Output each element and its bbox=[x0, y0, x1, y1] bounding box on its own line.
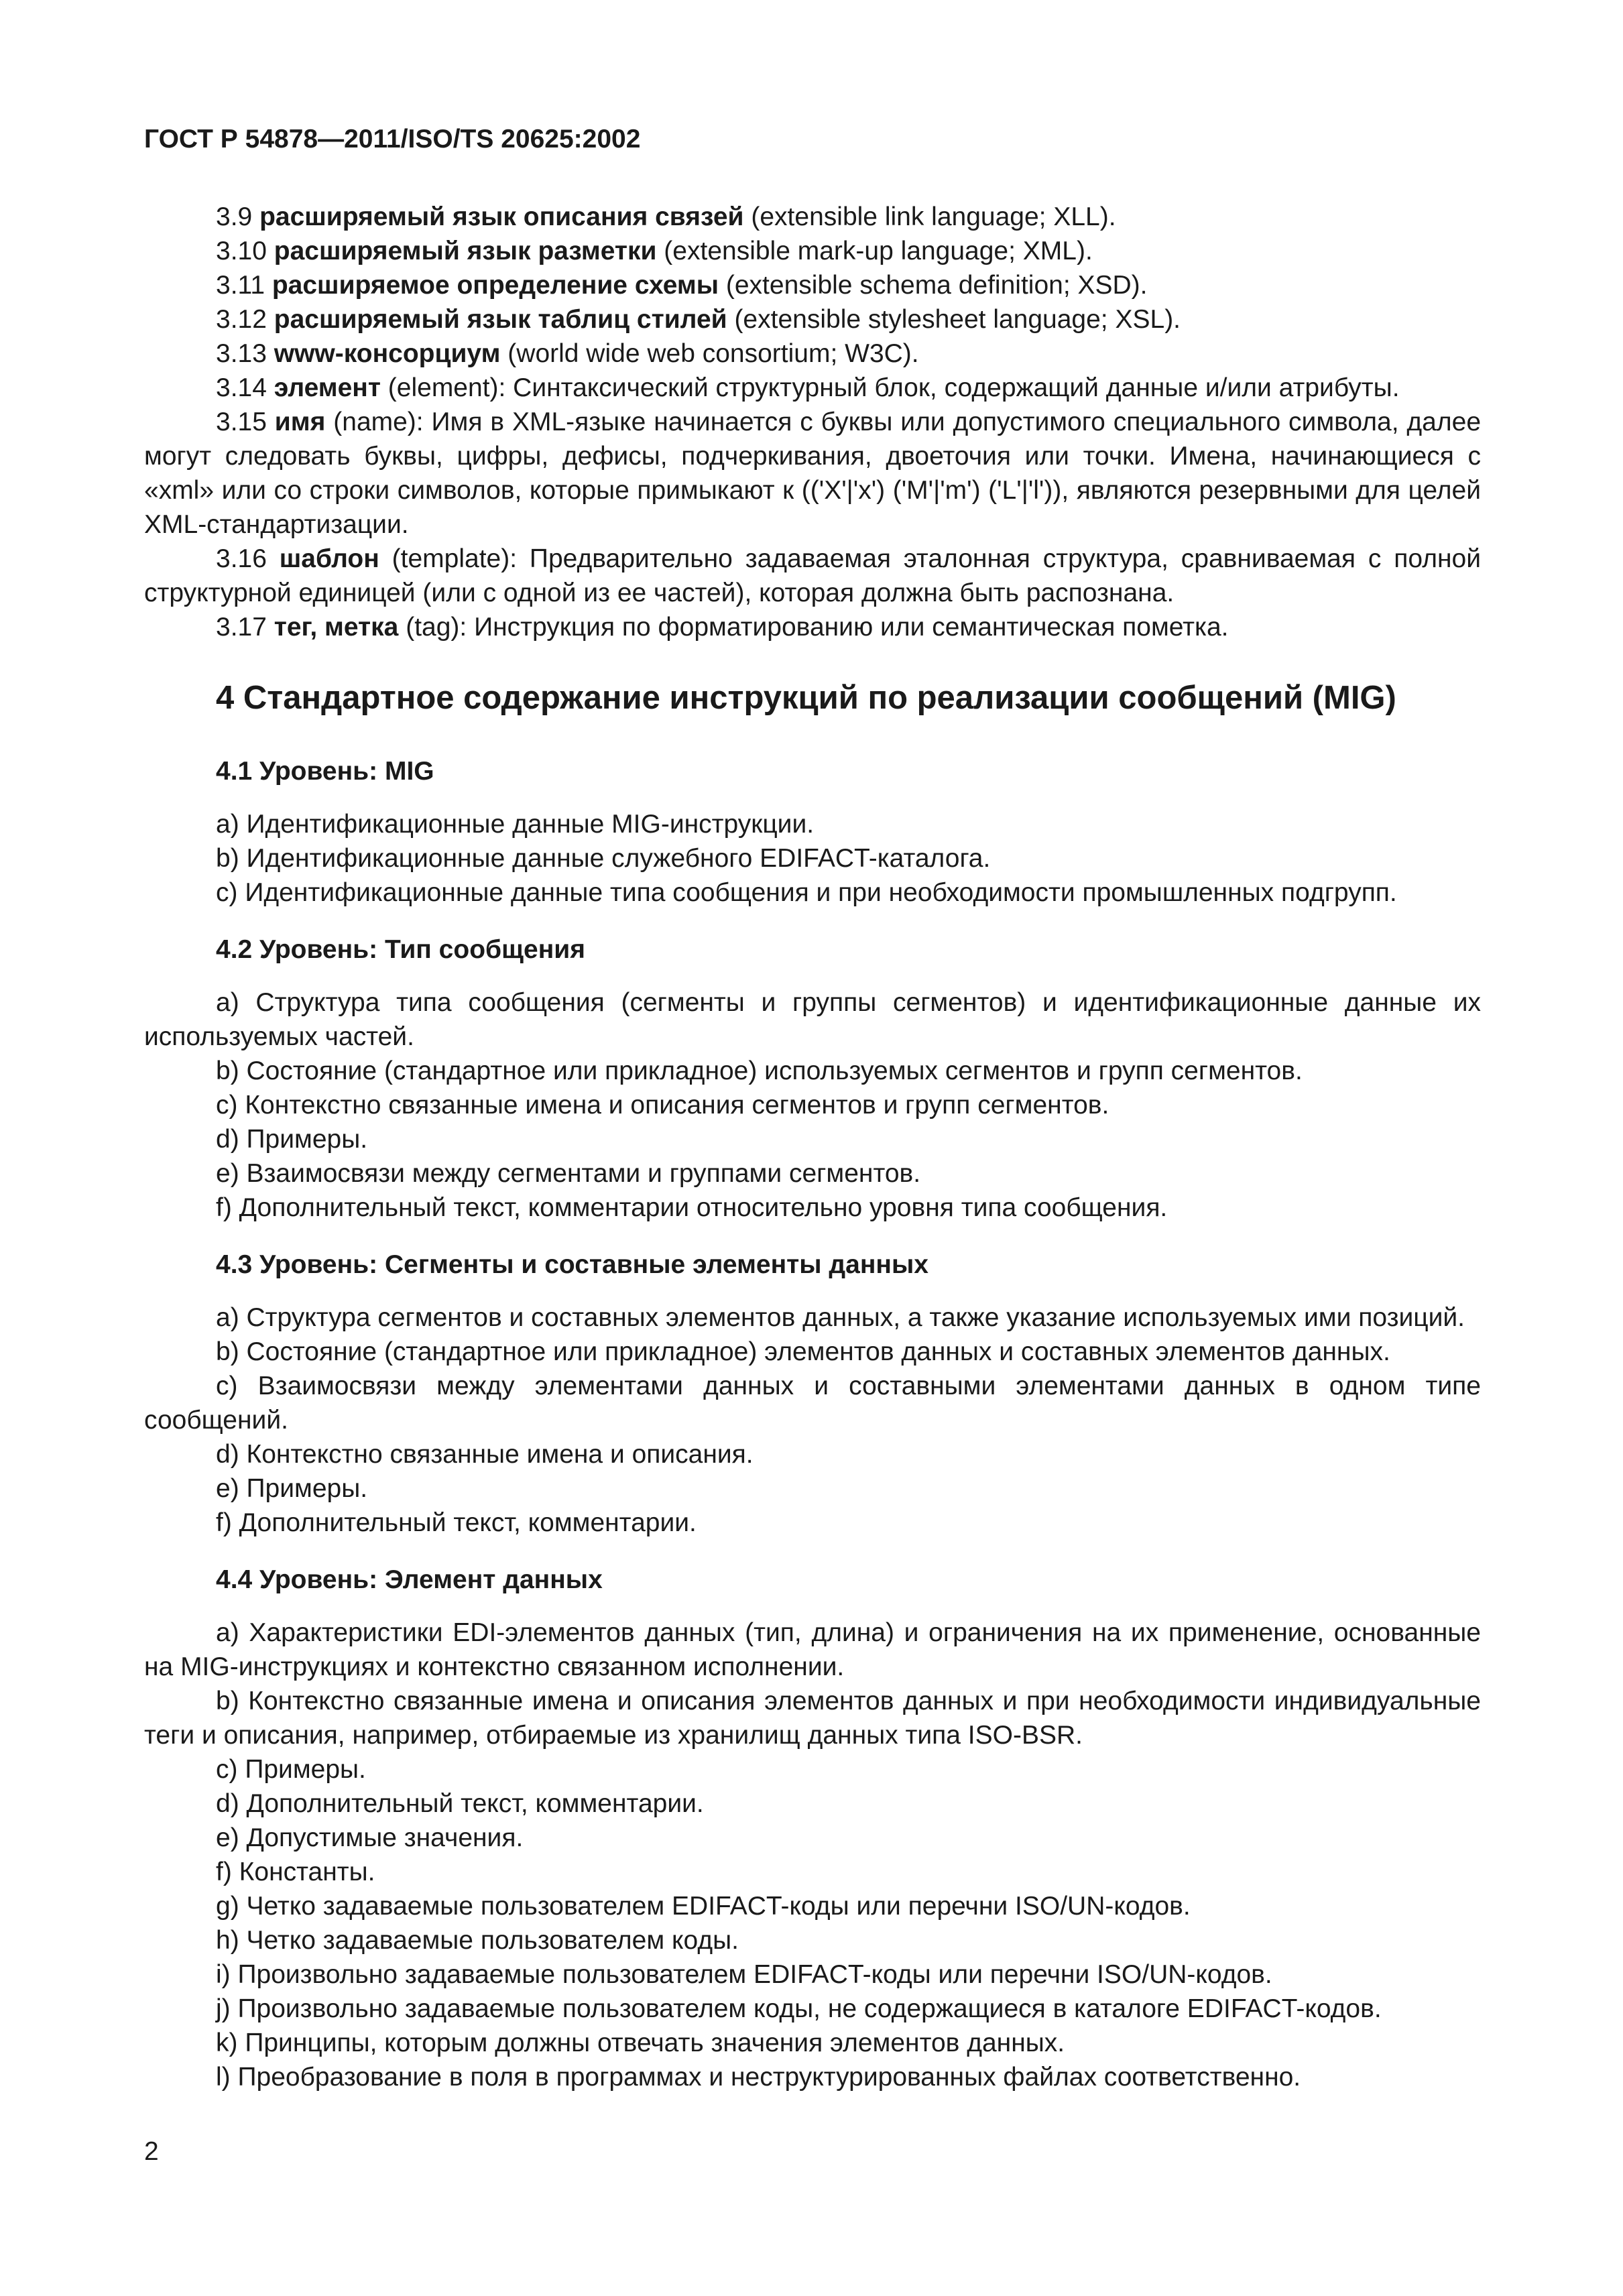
list-item: f) Дополнительный текст, комментарии относительно уровня типа сообщения. bbox=[216, 1193, 1168, 1222]
list-item: g) Четко задаваемые пользователем EDIFACT-коды или перечни ISO/UN-кодов. bbox=[216, 1892, 1191, 1921]
list-item: e) Взаимосвязи между сегментами и группами сегментов. bbox=[216, 1159, 921, 1188]
section-4-title: 4 Стандартное содержание инструкций по реализации сообщений (MIG) bbox=[216, 680, 1396, 716]
page-number: 2 bbox=[144, 2137, 159, 2166]
subsection-4-3-title: 4.3 Уровень: Сегменты и составные элементы данных bbox=[216, 1250, 928, 1279]
list-item: h) Четко задаваемые пользователем коды. bbox=[216, 1926, 739, 1955]
list-item: d) Контекстно связанные имена и описания. bbox=[216, 1440, 754, 1469]
list-item: d) Дополнительный текст, комментарии. bbox=[216, 1789, 704, 1818]
document-header: ГОСТ Р 54878—2011/ISO/TS 20625:2002 bbox=[144, 125, 641, 154]
definition-3-12: 3.12 расширяемый язык таблиц стилей (extensible stylesheet language; XSL). bbox=[216, 305, 1181, 334]
list-item: a) Идентификационные данные MIG-инструкции. bbox=[216, 810, 815, 839]
definition-3-11: 3.11 расширяемое определение схемы (extensible schema definition; XSD). bbox=[216, 271, 1148, 300]
definition-3-14: 3.14 элемент (element): Синтаксический структурный блок, содержащий данные и/или атрибуты. bbox=[216, 373, 1400, 402]
list-item: j) Произвольно задаваемые пользователем коды, не содержащиеся в каталоге EDIFACT-кодов. bbox=[216, 1994, 1382, 2023]
document-body bbox=[144, 200, 1481, 2094]
list-item: c) Идентификационные данные типа сообщения и при необходимости промышленных подгрупп. bbox=[216, 878, 1397, 907]
list-item: f) Дополнительный текст, комментарии. bbox=[216, 1508, 697, 1537]
list-item: i) Произвольно задаваемые пользователем EDIFACT-коды или перечни ISO/UN-кодов. bbox=[216, 1960, 1272, 1989]
list-item: k) Принципы, которым должны отвечать значения элементов данных. bbox=[216, 2029, 1065, 2057]
list-item: b) Идентификационные данные служебного EDIFACT-каталога. bbox=[216, 844, 991, 873]
list-item: f) Константы. bbox=[216, 1858, 375, 1886]
list-item: b) Состояние (стандартное или прикладное) элементов данных и составных элементов данных. bbox=[216, 1337, 1390, 1366]
list-item: b) Состояние (стандартное или прикладное) используемых сегментов и групп сегментов. bbox=[216, 1056, 1303, 1085]
list-item: c) Примеры. bbox=[216, 1755, 366, 1784]
definition-3-16: 3.16 шаблон (template): Предварительно задаваемая эталонная структура, сравниваемая с полной структурной единицей (или с одной из ее частей), которая должна быть распознана. bbox=[144, 544, 1481, 607]
definitions-list bbox=[144, 200, 1481, 644]
list-item: c) Контекстно связанные имена и описания сегментов и групп сегментов. bbox=[216, 1091, 1109, 1120]
subsection-4-1-title: 4.1 Уровень: MIG bbox=[216, 757, 434, 786]
definition-3-15: 3.15 имя (name): Имя в XML-языке начинается с буквы или допустимого специального символа, далее могут следовать буквы, цифры, дефисы, подчеркивания, двоеточия или точки. Имена, начинающиеся с «xml» или со строки символов, которые примыкают к (('X'|'x') ('M'|'m') ('L'|'l')), являются резервными для целей XML-стандартизации. bbox=[144, 408, 1482, 539]
list-item: a) Характеристики EDI-элементов данных (тип, длина) и ограничения на их применение, основанные на MIG-инструкциях и контекстно связанном исполнении. bbox=[144, 1618, 1481, 1681]
definition-3-10: 3.10 расширяемый язык разметки (extensible mark-up language; XML). bbox=[216, 237, 1093, 265]
list-item: d) Примеры. bbox=[216, 1125, 368, 1154]
list-item: b) Контекстно связанные имена и описания элементов данных и при необходимости индивидуальные теги и описания, например, отбираемые из хранилищ данных типа ISO-BSR. bbox=[144, 1687, 1481, 1750]
list-item: l) Преобразование в поля в программах и неструктурированных файлах соответственно. bbox=[216, 2063, 1301, 2092]
list-item: a) Структура сегментов и составных элементов данных, а также указание используемых ими позиций. bbox=[216, 1303, 1465, 1332]
definition-3-17: 3.17 тег, метка (tag): Инструкция по форматированию или семантическая пометка. bbox=[216, 613, 1229, 642]
list-item: e) Примеры. bbox=[216, 1474, 368, 1503]
list-item: a) Структура типа сообщения (сегменты и группы сегментов) и идентификационные данные их используемых частей. bbox=[144, 988, 1481, 1051]
subsection-4-2-title: 4.2 Уровень: Тип сообщения bbox=[216, 935, 585, 964]
list-item: c) Взаимосвязи между элементами данных и составными элементами данных в одном типе сообщений. bbox=[144, 1372, 1481, 1435]
definition-3-13: 3.13 www-консорциум (world wide web consortium; W3C). bbox=[216, 339, 919, 368]
subsection-4-4-title: 4.4 Уровень: Элемент данных bbox=[216, 1565, 603, 1594]
definition-3-9: 3.9 расширяемый язык описания связей (extensible link language; XLL). bbox=[216, 202, 1116, 231]
list-item: e) Допустимые значения. bbox=[216, 1823, 524, 1852]
